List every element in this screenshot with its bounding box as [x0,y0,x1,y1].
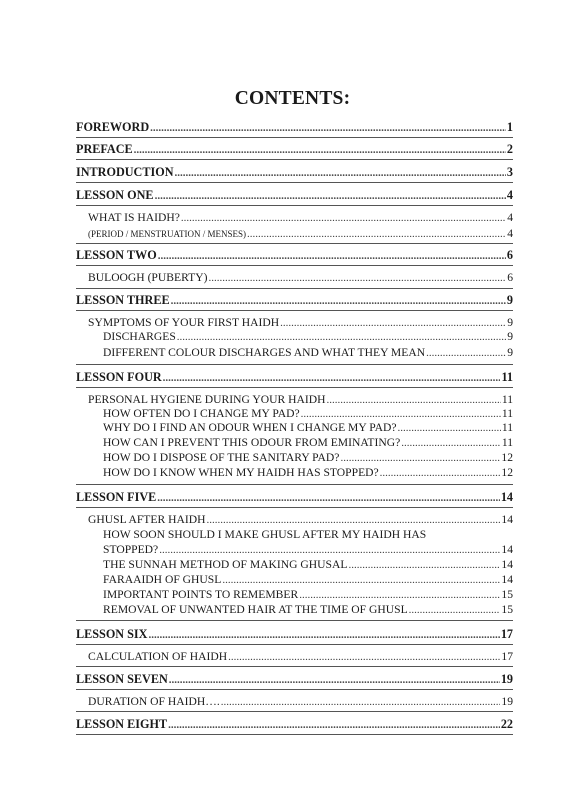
dot-leader [299,588,500,602]
toc-entry-label: BULOOGH (PUBERTY) [88,271,208,284]
toc-entry-label: LESSON SIX [76,627,148,641]
toc-page-number: 4 [507,227,513,240]
toc-entry-foreword[interactable] [76,120,513,135]
dot-leader [148,628,499,642]
toc-page-number: 3 [506,165,513,179]
toc-page-number: 15 [501,588,513,601]
toc-entry-label: LESSON THREE [76,293,170,307]
dot-leader [326,393,500,407]
toc-entry-introduction[interactable] [76,165,513,180]
toc-entry-faraaidh[interactable] [103,573,513,587]
toc-page-number: 6 [506,248,513,262]
toc-entry-lesson-five[interactable] [76,490,513,505]
dot-leader [168,718,500,732]
toc-entry-label: LESSON EIGHT [76,717,168,731]
toc-entry-label: LESSON FIVE [76,490,157,504]
dot-leader [157,491,500,505]
dot-leader [348,558,500,572]
dot-leader [401,436,501,450]
divider [76,734,513,735]
toc-entry-label: WHY DO I FIND AN ODOUR WHEN I CHANGE MY PAD? [103,421,397,434]
toc-entry-symptoms[interactable] [88,316,513,330]
toc-entry-label: LESSON ONE [76,188,154,202]
dot-leader [397,421,500,435]
dot-leader [171,294,506,308]
divider [76,689,513,690]
divider [76,159,513,160]
toc-entry-period[interactable] [88,227,513,241]
toc-entry-label: HOW DO I DISPOSE OF THE SANITARY PAD? [103,451,340,464]
divider [76,620,513,621]
divider [76,644,513,645]
dot-leader [158,249,506,263]
dot-leader [247,227,506,241]
toc-entry-label: LESSON FOUR [76,370,162,384]
toc-page-number: 14 [500,490,513,504]
toc-entry-label: THE SUNNAH METHOD OF MAKING GHUSAL [103,558,348,571]
dot-leader [340,451,500,465]
toc-page-number: 14 [501,558,513,571]
toc-entry-label: REMOVAL OF UNWANTED HAIR AT THE TIME OF GHUSL [103,603,408,616]
dot-leader [150,121,506,135]
dot-leader [221,695,501,709]
toc-entry-ghusl-after-haidh[interactable] [88,513,513,527]
dot-leader [155,189,506,203]
toc-entry-label: HOW DO I KNOW WHEN MY HAIDH HAS STOPPED? [103,466,379,479]
divider [76,182,513,183]
toc-page-number: 17 [500,627,513,641]
toc-entry-label: SYMPTOMS OF YOUR FIRST HAIDH [88,316,280,329]
toc-page-number: 4 [507,211,513,224]
divider [76,265,513,266]
toc-entry-label: HOW OFTEN DO I CHANGE MY PAD? [103,407,300,420]
dot-leader [163,371,501,385]
divider [76,364,513,365]
toc-entry-preface[interactable] [76,142,513,157]
toc-page-number: 2 [506,142,513,156]
dot-leader [181,211,506,225]
toc-entry-label: HOW SOON SHOULD I MAKE GHUSL AFTER MY HAIDH HAS [103,528,427,541]
toc-page-number: 11 [501,421,513,434]
toc-entry-label: PREFACE [76,142,133,156]
toc-entry-label: DURATION OF HAIDH…. [88,695,220,708]
toc-entry-stopped[interactable] [103,543,513,557]
toc-entry-label: STOPPED? [103,543,159,556]
toc-page-number: 9 [507,330,513,343]
divider [76,310,513,311]
divider [76,507,513,508]
toc-entry-lesson-eight[interactable] [76,717,513,732]
toc-page-number: 17 [501,650,513,663]
dot-leader [301,407,501,421]
toc-entry-lesson-four[interactable] [76,370,513,385]
toc-entry-label: CALCULATION OF HAIDH [88,650,228,663]
toc-entry-haidh-stopped[interactable] [103,466,513,480]
toc-page-number: 11 [501,407,513,420]
toc-page-number: 11 [501,370,513,384]
dot-leader [426,346,506,360]
toc-entry-lesson-six[interactable] [76,627,513,642]
dot-leader [228,650,500,664]
toc-entry-label: FOREWORD [76,120,150,134]
toc-entry-calculation[interactable] [88,650,513,664]
toc-entry-odour[interactable] [103,421,513,435]
toc-page-number: 4 [506,188,513,202]
toc-entry-lesson-seven[interactable] [76,672,513,687]
toc-page-number: 12 [501,451,513,464]
toc-entry-dispose-pad[interactable] [103,451,513,465]
dot-leader [380,466,501,480]
toc-entry-label: DISCHARGES [103,330,176,343]
divider [76,137,513,138]
toc-entry-colour-discharges[interactable] [103,346,513,360]
toc-page-number: 19 [500,672,513,686]
page-title: CONTENTS: [234,88,351,109]
toc-entry-bulooogh[interactable] [88,271,513,285]
toc-entry-label: PERSONAL HYGIENE DURING YOUR HAIDH [88,393,326,406]
dot-leader [177,330,506,344]
toc-page-number: 19 [501,695,513,708]
divider [76,666,513,667]
toc-entry-label: WHAT IS HAIDH? [88,211,180,224]
toc-entry-label: LESSON TWO [76,248,157,262]
toc-page-number: 1 [506,120,513,134]
divider [76,484,513,485]
toc-entry-label: LESSON SEVEN [76,672,168,686]
toc-page-number: 14 [501,543,513,556]
toc-entry-what-is-haidh[interactable] [88,211,513,225]
toc-page-number: 9 [506,293,513,307]
toc-entry-sunnah-method[interactable] [103,558,513,572]
toc-page-number: 12 [501,466,513,479]
toc-entry-label: (PERIOD / MENSTRUATION / MENSES) [88,229,247,239]
toc-entry-lesson-two[interactable] [76,248,513,263]
toc-entry-label: HOW CAN I PREVENT THIS ODOUR FROM EMINATING? [103,436,401,449]
dot-leader [175,166,506,180]
dot-leader [208,271,506,285]
dot-leader [280,316,506,330]
toc-entry-how-soon-ghusl[interactable] [103,528,513,542]
toc-entry-label: FARAAIDH OF GHUSL [103,573,222,586]
toc-page-number: 14 [501,513,513,526]
divider [76,288,513,289]
dot-leader [222,573,500,587]
dot-leader [169,673,500,687]
toc-page-number: 14 [501,573,513,586]
toc-page-number: 6 [507,271,513,284]
toc-entry-personal-hygiene[interactable] [88,393,513,407]
dot-leader [159,543,500,557]
toc-page-number: 11 [501,393,513,406]
toc-entry-label: IMPORTANT POINTS TO REMEMBER [103,588,299,601]
toc-entry-duration[interactable] [88,695,513,709]
divider [76,711,513,712]
divider [76,387,513,388]
toc-page-number: 9 [507,316,513,329]
toc-entry-important-points[interactable] [103,588,513,602]
toc-page-number: 15 [501,603,513,616]
toc-entry-label: DIFFERENT COLOUR DISCHARGES AND WHAT THEY MEAN [103,346,426,359]
dot-leader [134,143,506,157]
toc-entry-lesson-one[interactable] [76,188,513,203]
toc-page-number: 9 [507,346,513,359]
toc-page-number: 22 [500,717,513,731]
toc-entry-change-pad[interactable] [103,407,513,421]
toc-entry-unwanted-hair[interactable] [103,603,513,617]
toc-entry-label: INTRODUCTION [76,165,174,179]
toc-page-number: 11 [501,436,513,449]
toc-entry-lesson-three[interactable] [76,293,513,308]
divider [76,243,513,244]
divider [76,205,513,206]
toc-entry-discharges[interactable] [103,330,513,344]
dot-leader [409,603,501,617]
toc-entry-prevent-odour[interactable] [103,436,513,450]
toc-entry-label: GHUSL AFTER HAIDH [88,513,206,526]
dot-leader [206,513,500,527]
